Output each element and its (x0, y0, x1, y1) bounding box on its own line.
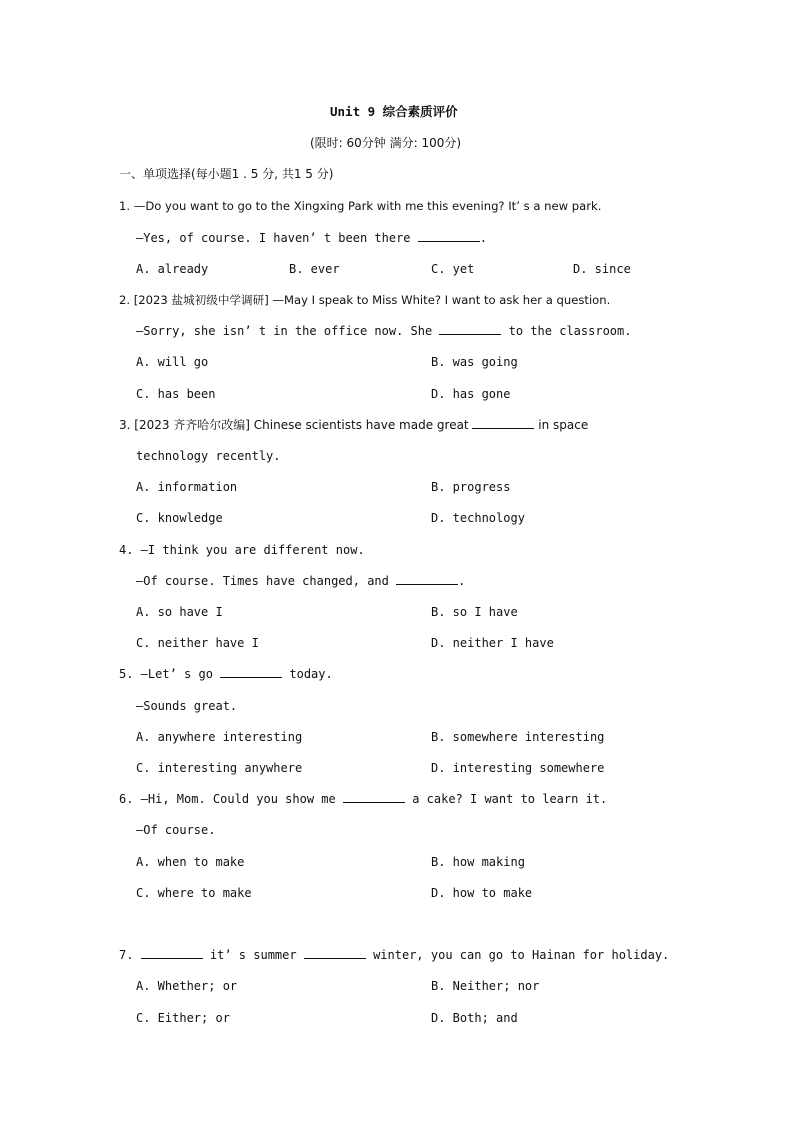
question-2-option-a: A. will go (136, 355, 209, 369)
question-1-option-c: C. yet (431, 262, 475, 276)
reply-text-end: to the classroom. (501, 324, 632, 338)
question-3-option-b: B. progress (431, 480, 511, 494)
question-5-stem (119, 666, 333, 682)
question-6-option-b: B. how making (431, 855, 525, 869)
question-7-stem (119, 947, 669, 963)
question-6-option-c: C. where to make (136, 886, 252, 900)
question-4-option-a: A. so have I (136, 605, 223, 619)
answer-blank (396, 573, 458, 585)
stem-text-end: winter, you can go to Hainan for holiday. (365, 948, 670, 962)
question-1-option-d: D. since (573, 262, 631, 276)
stem-text: 6. —Hi, Mom. Could you show me (119, 792, 343, 806)
answer-blank-1 (141, 947, 203, 959)
answer-blank (343, 791, 405, 803)
page-title: Unit 9 综合素质评价 (330, 104, 458, 119)
stem-text-end: in space (534, 418, 589, 432)
question-2-option-b: B. was going (431, 355, 518, 369)
question-5-reply: —Sounds great. (136, 699, 238, 713)
question-3-stem-continued: technology recently. (136, 449, 281, 463)
question-7-option-d: D. Both; and (431, 1011, 518, 1025)
question-6-option-a: A. when to make (136, 855, 245, 869)
question-6-option-d: D. how to make (431, 886, 533, 900)
answer-blank (472, 417, 534, 429)
question-1-reply (136, 230, 487, 246)
question-1-option-b: B. ever (289, 262, 340, 276)
question-7-option-b: B. Neither; nor (431, 979, 540, 993)
question-1-stem: 1. —Do you want to go to the Xingxing Park with me this evening? It’ s a new park. (119, 199, 602, 213)
question-7-option-c: C. Either; or (136, 1011, 230, 1025)
question-1-option-a: A. already (136, 262, 209, 276)
question-4-option-d: D. neither I have (431, 636, 554, 650)
question-3-option-a: A. information (136, 480, 238, 494)
reply-text-end: . (458, 574, 466, 588)
question-4-stem: 4. —I think you are different now. (119, 543, 365, 557)
page-subtitle: (限时: 60分钟 满分: 100分) (310, 136, 462, 150)
question-4-option-c: C. neither have I (136, 636, 259, 650)
question-2-option-c: C. has been (136, 387, 216, 401)
question-3-option-d: D. technology (431, 511, 525, 525)
question-2-reply (136, 323, 631, 339)
question-3-stem (119, 417, 588, 433)
question-4-reply (136, 573, 465, 589)
question-3-option-c: C. knowledge (136, 511, 223, 525)
question-5-option-c: C. interesting anywhere (136, 761, 303, 775)
question-5-option-d: D. interesting somewhere (431, 761, 605, 775)
answer-blank (439, 323, 501, 335)
answer-blank (418, 230, 480, 242)
reply-text: —Of course. Times have changed, and (136, 574, 397, 588)
stem-text: 7. (119, 948, 141, 962)
section-heading: 一、单项选择(每小题1 . 5 分, 共1 5 分) (119, 167, 334, 181)
question-5-option-a: A. anywhere interesting (136, 730, 303, 744)
question-6-reply: —Of course. (136, 823, 216, 837)
question-2-option-d: D. has gone (431, 387, 511, 401)
question-6-stem (119, 791, 607, 807)
question-7-option-a: A. Whether; or (136, 979, 238, 993)
question-4-option-b: B. so I have (431, 605, 518, 619)
stem-text-middle: it’ s summer (202, 948, 304, 962)
stem-text-end: today. (282, 667, 333, 681)
answer-blank (220, 666, 282, 678)
reply-text: —Sorry, she isn’ t in the office now. She (136, 324, 440, 338)
stem-text-end: a cake? I want to learn it. (404, 792, 608, 806)
reply-text-end: . (479, 231, 487, 245)
reply-text: —Yes, of course. I haven’ t been there (136, 231, 418, 245)
stem-text: 5. —Let’ s go (119, 667, 221, 681)
question-5-option-b: B. somewhere interesting (431, 730, 605, 744)
question-2-stem: 2. [2023 盐城初级中学调研] —May I speak to Miss White? I want to ask her a question. (119, 293, 611, 307)
stem-text: 3. [2023 齐齐哈尔改编] Chinese scientists have made great (119, 418, 473, 432)
answer-blank-2 (304, 947, 366, 959)
